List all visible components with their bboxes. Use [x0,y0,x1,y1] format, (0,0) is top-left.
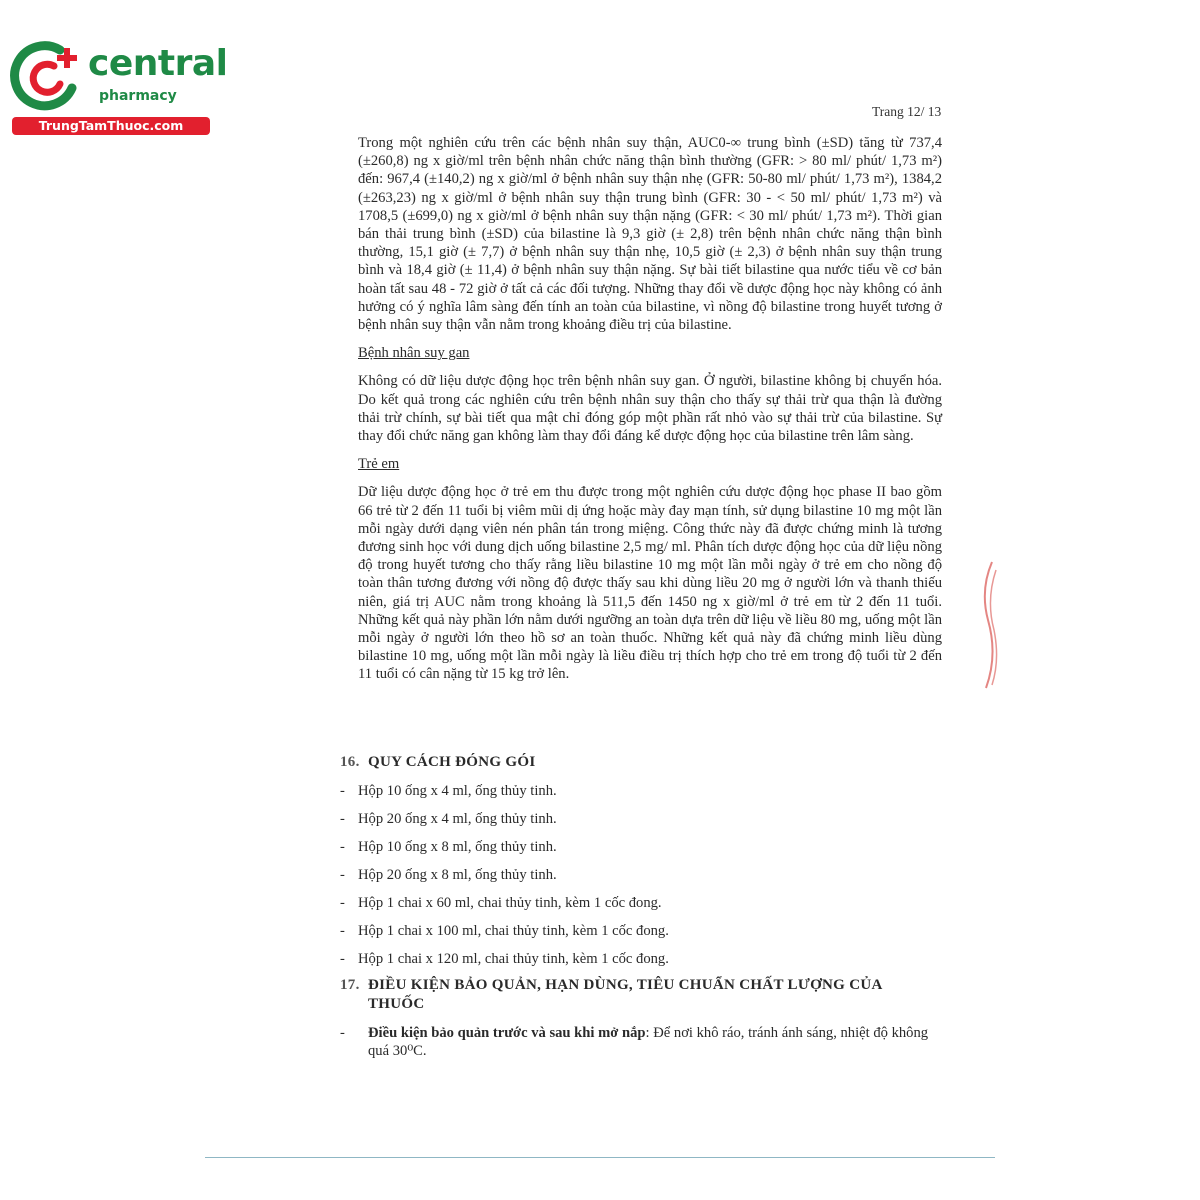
brand-name: central [88,43,228,84]
hepatic-subheading: Bệnh nhân suy gan [358,345,470,362]
section-17-heading [340,976,942,1014]
section-title-line1: ĐIỀU KIỆN BẢO QUẢN, HẠN DÙNG, TIÊU CHUẨN CHẤT LƯỢNG CỦA [368,977,883,993]
children-paragraph: Dữ liệu dược động học ở trẻ em thu được trong một nghiên cứu dược động học phase II bao gồm 66 trẻ từ 2 đến 11 tuổi bị viêm mũi dị ứng hoặc mày đay mạn tính, sử dụng bilastine 10 mg một lần mỗi ngày dưới dạng viên nén phân tán trong miệng. Công thức này đã được chứng minh là tương đương sinh học với dung dịch uống bilastine 2,5 mg/ ml. Phân tích dược động học của dữ liệu nồng độ trong huyết tương cho thấy rằng liều bilastine 10 mg một lần mỗi ngày ở trẻ em cho nồng độ toàn thân tương đương với nồng độ được thấy sau khi dùng liều 20 mg ở người lớn và thanh thiếu niên, giá trị AUC nằm trong khoảng là 511,5 đến 1450 ng x giờ/ml ở trẻ em từ 2 đến 11 tuổi. Những kết quả này phần lớn nằm dưới ngưỡng an toàn dựa trên dữ liệu về liều 80 mg, uống một lần mỗi ngày ở người lớn theo hồ sơ an toàn thuốc. Những kết quả này đã chứng minh liều dùng bilastine 10 mg, uống một lần mỗi ngày là liều điều trị thích hợp cho trẻ em trong độ tuổi từ 2 đến 11 tuổi có cân nặng từ 15 kg trở lên. [358,484,942,683]
section-number: 17. [340,977,360,993]
stamp-mark [978,560,1000,690]
children-subheading: Trẻ em [358,456,400,473]
section-number: 16. [340,754,360,770]
pharmacy-cross-icon [10,38,90,116]
document-body [358,134,942,694]
page-number: Trang 12/ 13 [872,104,942,119]
central-pharmacy-logo [10,38,228,138]
storage-condition-label: Điều kiện bảo quản trước và sau khi mở nắp [368,1025,646,1041]
footer-divider [205,1157,995,1158]
brand-subtitle: pharmacy [99,88,177,104]
storage-condition-text: : Để nơi khô ráo, tránh ánh sáng, nhiệt độ không quá 30⁰C. [368,1025,929,1059]
hepatic-paragraph: Không có dữ liệu dược động học trên bệnh nhân suy gan. Ở người, bilastine không bị chuyển hóa. Do kết quả trong các nghiên cứu trên bệnh nhân suy thận cho thấy sự thải trừ qua thận là đường thải trừ chính, sự bài tiết qua mật chỉ đóng góp một phần rất nhỏ vào sự thải trừ của bilastine. Sự thay đổi chức năng gan không làm thay đổi đáng kể dược động học của bilastine trên lâm sàng. [358,373,942,445]
renal-paragraph: Trong một nghiên cứu trên các bệnh nhân suy thận, AUC0-∞ trung bình (±SD) tăng từ 737,4 (±260,8) ng x giờ/ml trên bệnh nhân chức năng thận bình thường (GFR: > 80 ml/ phút/ 1,73 m²) đến: 967,4 (±140,2) ng x giờ/ml ở bệnh nhân suy thận nhẹ (GFR: 50-80 ml/ phút/ 1,73 m²), 1384,2 (±263,23) ng x giờ/ml ở bệnh nhân suy thận trung bình (GFR: 30 - < 50 ml/ phút/ 1,73 m²) và 1708,5 (±699,0) ng x giờ/ml ở bệnh nhân suy thận nặng (GFR: < 30 ml/ phút/ 1,73 m²). Thời gian bán thải trung bình (±SD) của bilastine là 9,3 giờ (± 2,8) trên bệnh nhân chức năng thận bình thường, 15,1 giờ (± 7,7) ở bệnh nhân suy thận nhẹ, 10,5 giờ (± 2,3) ở bệnh nhân suy thận trung bình và 18,4 giờ (± 11,4) ở bệnh nhân suy thận nặng. Sự bài tiết bilastine qua nước tiểu về cơ bản hoàn tất sau 48 - 72 giờ ở tất cả các đối tượng. Những thay đổi về dược động học này không có ảnh hưởng có ý nghĩa lâm sàng đến tính an toàn của bilastine, vì nồng độ bilastine trong huyết tương ở bệnh nhân suy thận vẫn nằm trong khoảng điều trị của bilastine. [358,135,942,334]
brand-url-badge[interactable]: TrungTamThuoc.com [12,117,210,135]
section-title-line2: THUỐC [368,996,425,1012]
section-16-heading [340,754,535,771]
storage-condition: - Điều kiện bảo quản trước và sau khi mở nắp: Để nơi khô ráo, tránh ánh sáng, nhiệt độ không quá 30⁰C. [340,1025,929,1059]
section-title: QUY CÁCH ĐÓNG GÓI [368,754,536,770]
